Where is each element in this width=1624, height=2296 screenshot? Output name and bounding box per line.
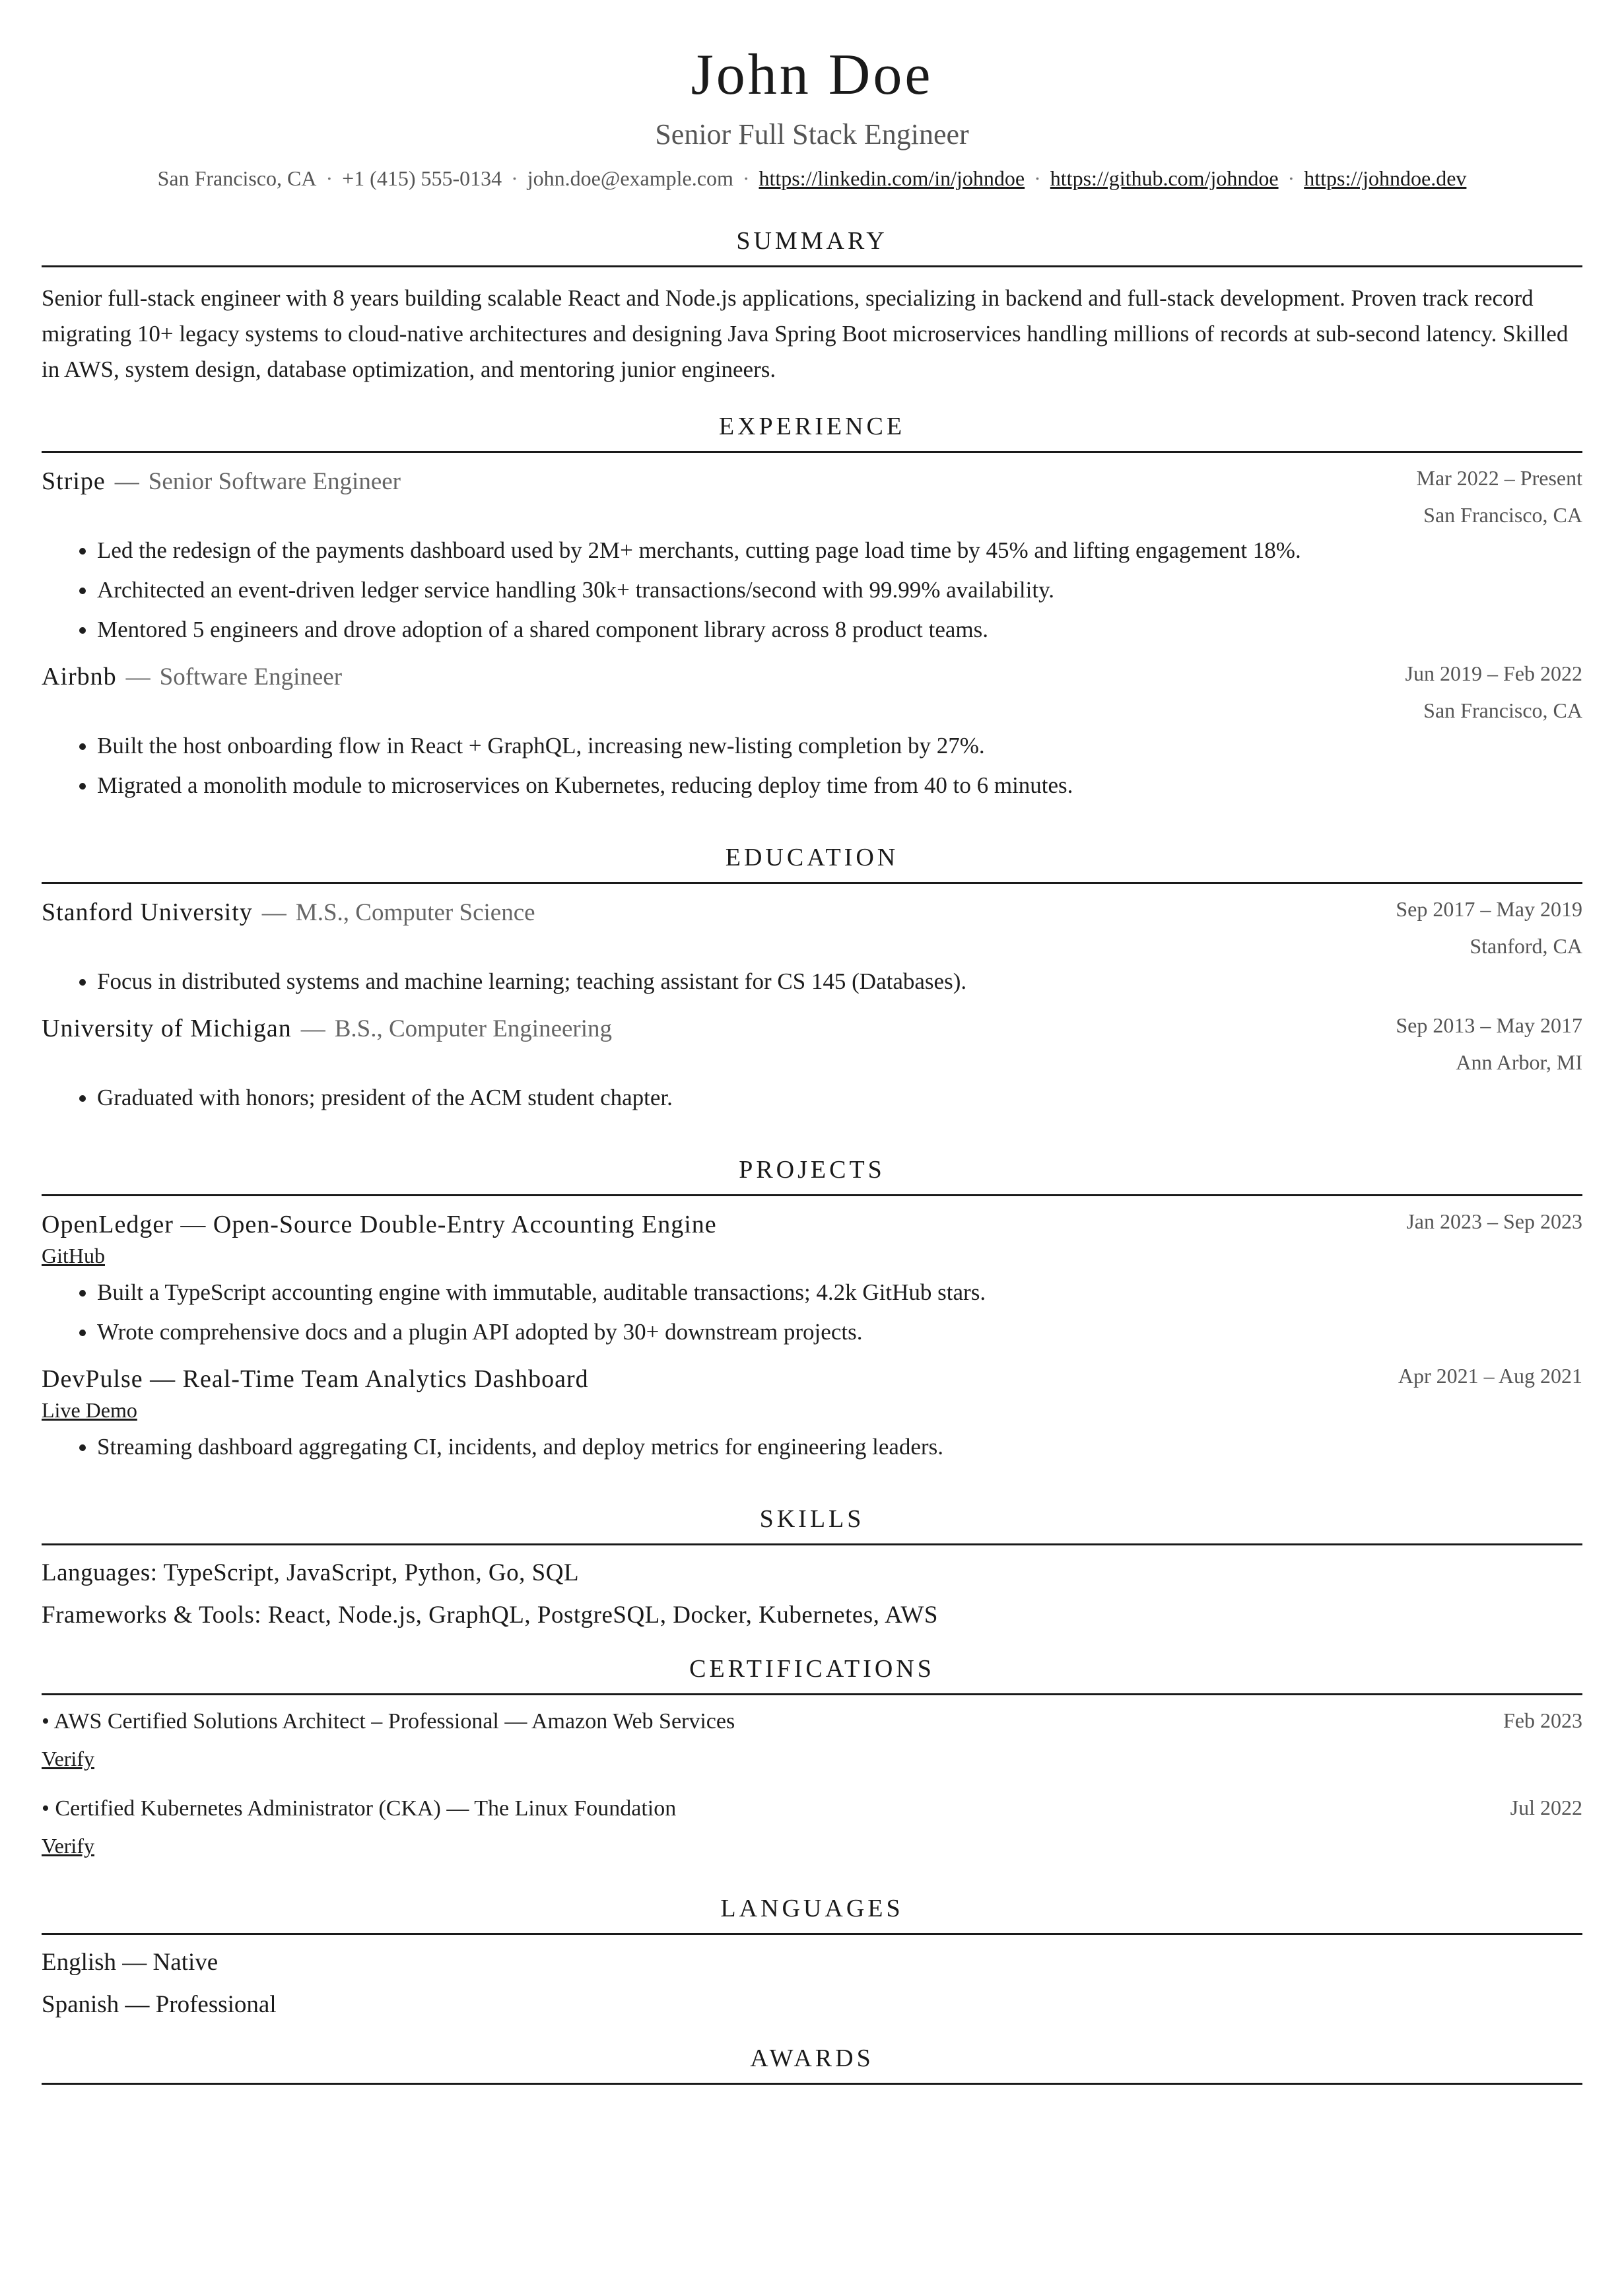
website-link[interactable]: https://johndoe.dev <box>1304 166 1467 190</box>
bullet-item: • Mentored 5 engineers and drove adoption of a shared component library across 8 product teams. <box>97 610 1582 650</box>
project-link[interactable]: GitHub <box>42 1244 105 1267</box>
school-name: University of Michigan <box>42 1015 292 1042</box>
section-title-skills: SKILLS <box>42 1504 1582 1545</box>
job-dates: Mar 2022 – Present <box>1416 466 1582 490</box>
school-name: Stanford University <box>42 898 253 926</box>
dash-separator: — <box>114 468 139 495</box>
company-name: Airbnb <box>42 663 117 691</box>
bullet-item: • Wrote comprehensive docs and a plugin API adopted by 30+ downstream projects. <box>97 1312 1582 1352</box>
bullet-item: • Built the host onboarding flow in React + GraphQL, increasing new-listing completion by 27%. <box>97 726 1582 766</box>
dash-separator: — <box>300 1015 325 1042</box>
contact-phone: +1 (415) 555-0134 <box>342 166 502 190</box>
company-name: Stripe <box>42 467 106 495</box>
contact-location: San Francisco, CA <box>157 166 317 190</box>
bullet-list <box>42 1427 1582 1467</box>
certification-date: Feb 2023 <box>1503 1708 1582 1732</box>
bullet-item: • Migrated a monolith module to microservices on Kubernetes, reducing deploy time from 40 to 6 minutes. <box>97 766 1582 805</box>
job-title: Software Engineer <box>159 663 343 691</box>
job-title: Senior Software Engineer <box>148 468 401 495</box>
bullet-list <box>42 726 1582 805</box>
dash-separator: — <box>125 663 151 691</box>
education-dates: Sep 2017 – May 2019 <box>1396 897 1582 921</box>
languages-list <box>42 1941 1582 2026</box>
contact-line <box>42 165 1582 191</box>
language-item: English — Native <box>42 1949 219 1976</box>
education-entry <box>42 1012 1582 1118</box>
section-title-education: EDUCATION <box>42 842 1582 884</box>
bullet-list <box>42 531 1582 650</box>
bullet-item: • Architected an event-driven ledger service handling 30k+ transactions/second with 99.99% availability. <box>97 570 1582 610</box>
project-name: DevPulse — Real-Time Team Analytics Dashboard <box>42 1365 589 1393</box>
experience-entry <box>42 660 1582 805</box>
job-dates: Jun 2019 – Feb 2022 <box>1405 661 1582 685</box>
bullet-item: • Built a TypeScript accounting engine with immutable, auditable transactions; 4.2k GitHub stars. <box>97 1273 1582 1312</box>
bullet-item: • Focus in distributed systems and machine learning; teaching assistant for CS 145 (Databases). <box>97 962 1582 1001</box>
dash-separator: — <box>261 899 287 926</box>
degree: M.S., Computer Science <box>295 899 535 926</box>
certification-entry <box>42 1707 1582 1773</box>
contact-separator: · <box>742 166 750 190</box>
github-link[interactable]: https://github.com/johndoe <box>1050 166 1279 190</box>
verify-link[interactable]: Verify <box>42 1834 94 1858</box>
project-name: OpenLedger — Open-Source Double-Entry Accounting Engine <box>42 1211 717 1238</box>
job-location: San Francisco, CA <box>1423 503 1582 527</box>
section-title-certifications: CERTIFICATIONS <box>42 1654 1582 1695</box>
skills-list <box>42 1552 1582 1637</box>
bullet-item: • Led the redesign of the payments dashboard used by 2M+ merchants, cutting page load time by 45% and lifting engagement 18%. <box>97 531 1582 570</box>
section-title-languages: LANGUAGES <box>42 1893 1582 1935</box>
certification-name: • AWS Certified Solutions Architect – Professional — Amazon Web Services <box>42 1709 735 1734</box>
project-link[interactable]: Live Demo <box>42 1398 137 1422</box>
education-entry <box>42 896 1582 1001</box>
project-entry <box>42 1208 1582 1352</box>
bullet-item: • Streaming dashboard aggregating CI, incidents, and deploy metrics for engineering leaders. <box>97 1427 1582 1467</box>
skills-line: Frameworks & Tools: React, Node.js, GraphQL, PostgreSQL, Docker, Kubernetes, AWS <box>42 1602 938 1629</box>
section-title-experience: EXPERIENCE <box>42 411 1582 453</box>
bullet-item: • Graduated with honors; president of the ACM student chapter. <box>97 1078 1582 1118</box>
education-location: Ann Arbor, MI <box>1456 1050 1582 1074</box>
education-dates: Sep 2013 – May 2017 <box>1396 1013 1582 1037</box>
section-title-summary: SUMMARY <box>42 226 1582 267</box>
contact-separator: · <box>325 166 333 190</box>
section-title-awards: AWARDS <box>42 2043 1582 2085</box>
certification-name: • Certified Kubernetes Administrator (CKA) — The Linux Foundation <box>42 1796 677 1821</box>
education-location: Stanford, CA <box>1470 934 1582 958</box>
project-dates: Jan 2023 – Sep 2023 <box>1406 1209 1582 1233</box>
degree: B.S., Computer Engineering <box>334 1015 613 1042</box>
bullet-list <box>42 1078 1582 1118</box>
project-dates: Apr 2021 – Aug 2021 <box>1398 1364 1582 1388</box>
contact-email: john.doe@example.com <box>527 166 733 190</box>
job-location: San Francisco, CA <box>1423 698 1582 722</box>
contact-separator: · <box>1034 166 1041 190</box>
verify-link[interactable]: Verify <box>42 1747 94 1771</box>
project-entry <box>42 1363 1582 1467</box>
contact-separator: · <box>1287 166 1295 190</box>
certification-date: Jul 2022 <box>1510 1796 1582 1819</box>
certification-entry <box>42 1794 1582 1860</box>
summary-text: Senior full-stack engineer with 8 years building scalable React and Node.js applications, specializing in backend and full-stack development. Proven track record migrating 10+ legacy systems to cloud-native architectures and designing Java Spring Boot microservices handling millions of records at sub-second latency. Skilled in AWS, system design, database optimization, and mentoring junior engineers. <box>42 285 1569 382</box>
bullet-list <box>42 1273 1582 1352</box>
candidate-headline: Senior Full Stack Engineer <box>655 118 969 151</box>
experience-entry <box>42 465 1582 650</box>
contact-separator: · <box>511 166 518 190</box>
section-title-projects: PROJECTS <box>42 1155 1582 1196</box>
candidate-name: John Doe <box>691 43 933 107</box>
skills-line: Languages: TypeScript, JavaScript, Python, Go, SQL <box>42 1559 580 1586</box>
language-item: Spanish — Professional <box>42 1991 277 2018</box>
bullet-list <box>42 962 1582 1001</box>
linkedin-link[interactable]: https://linkedin.com/in/johndoe <box>759 166 1025 190</box>
